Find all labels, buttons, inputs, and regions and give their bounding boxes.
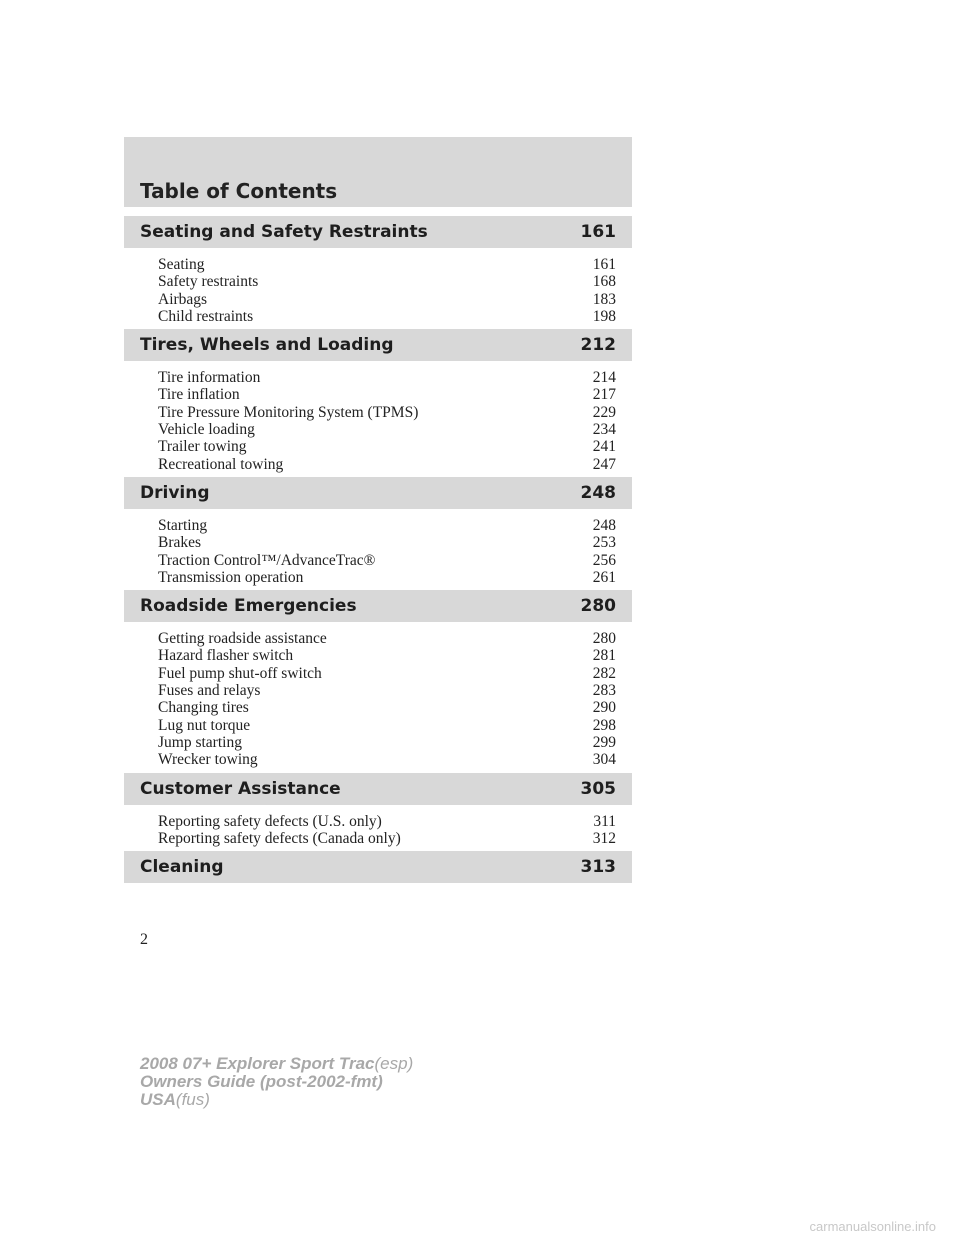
section-entries	[124, 805, 632, 852]
section-page: 212	[580, 335, 616, 356]
toc-entry[interactable]	[158, 751, 616, 768]
section-entries	[124, 248, 632, 329]
entry-page: 234	[592, 421, 616, 439]
toc-entry[interactable]	[158, 273, 616, 290]
entry-label: Hazard flasher switch	[158, 647, 294, 665]
watermark: carmanualsonline.info	[809, 1219, 936, 1234]
entry-page: 298	[592, 716, 616, 734]
toc-entry[interactable]	[158, 734, 616, 751]
toc-entry[interactable]	[158, 682, 616, 699]
footer-guide: Owners Guide (post-2002-fmt)	[140, 1072, 383, 1091]
entry-page: 214	[592, 369, 616, 387]
toc-entry[interactable]	[158, 717, 616, 734]
entry-page: 281	[592, 647, 616, 665]
toc-entry[interactable]	[158, 534, 616, 551]
section-header[interactable]	[124, 773, 632, 805]
section-entries	[124, 361, 632, 477]
entry-label: Wrecker towing	[158, 751, 258, 769]
toc-entry[interactable]	[158, 421, 616, 438]
entry-label: Reporting safety defects (Canada only)	[158, 829, 401, 847]
toc-entry[interactable]	[158, 291, 616, 308]
entry-page: 290	[592, 699, 616, 717]
entry-label: Trailer towing	[158, 438, 247, 456]
page-number: 2	[140, 931, 148, 948]
entry-page: 299	[592, 733, 616, 751]
table-of-contents	[124, 137, 632, 883]
entry-page: 282	[592, 664, 616, 682]
document-footer	[140, 1055, 413, 1109]
section-entries	[124, 509, 632, 590]
entry-page: 248	[592, 516, 616, 534]
toc-entry[interactable]	[158, 386, 616, 403]
entry-label: Seating	[158, 256, 205, 273]
section-page: 280	[580, 596, 616, 617]
footer-model: 2008 07+ Explorer Sport Trac	[140, 1054, 375, 1073]
entry-page: 229	[592, 403, 616, 421]
entry-label: Jump starting	[158, 733, 242, 751]
section-header[interactable]	[124, 590, 632, 622]
toc-entry[interactable]	[158, 630, 616, 647]
entry-page: 247	[592, 455, 616, 473]
entry-label: Changing tires	[158, 699, 249, 717]
toc-sections	[124, 216, 632, 883]
entry-page: 168	[592, 273, 616, 291]
section-page: 313	[580, 857, 616, 878]
entry-label: Transmission operation	[158, 568, 304, 586]
section-header[interactable]	[124, 216, 632, 248]
entry-label: Brakes	[158, 534, 202, 552]
entry-page: 261	[592, 568, 616, 586]
toc-header	[124, 137, 632, 216]
toc-entry[interactable]	[158, 438, 616, 455]
toc-entry[interactable]	[158, 699, 616, 716]
toc-entry[interactable]	[158, 569, 616, 586]
entry-label: Tire inflation	[158, 386, 240, 404]
entry-label: Reporting safety defects (U.S. only)	[158, 812, 382, 830]
entry-page: 304	[592, 751, 616, 769]
section-header[interactable]	[124, 329, 632, 361]
toc-entry[interactable]	[158, 517, 616, 534]
entry-page: 311	[593, 812, 616, 830]
toc-entry[interactable]	[158, 308, 616, 325]
footer-market-code: (fus)	[175, 1090, 210, 1109]
entry-label: Tire Pressure Monitoring System (TPMS)	[158, 403, 419, 421]
section-title: Cleaning	[140, 857, 224, 878]
toc-entry[interactable]	[158, 369, 616, 386]
entry-page: 217	[592, 386, 616, 404]
entry-page: 183	[592, 290, 616, 308]
toc-entry[interactable]	[158, 830, 616, 847]
toc-title: Table of Contents	[140, 179, 338, 203]
toc-entry[interactable]	[158, 813, 616, 830]
entry-page: 198	[592, 307, 616, 325]
section-title: Customer Assistance	[140, 778, 341, 799]
footer-line-3	[140, 1091, 413, 1109]
entry-page: 241	[592, 438, 616, 456]
footer-model-code: (esp)	[374, 1054, 414, 1073]
toc-entry[interactable]	[158, 404, 616, 421]
section-title: Tires, Wheels and Loading	[140, 335, 394, 356]
entry-label: Lug nut torque	[158, 716, 251, 734]
section-page: 305	[580, 778, 616, 799]
entry-page: 256	[592, 551, 616, 569]
toc-entry[interactable]	[158, 647, 616, 664]
section-entries	[124, 622, 632, 772]
toc-entry[interactable]	[158, 456, 616, 473]
entry-page: 312	[592, 829, 616, 847]
section-title: Seating and Safety Restraints	[140, 222, 428, 242]
entry-page: 161	[592, 256, 616, 273]
section-page: 248	[580, 482, 616, 503]
entry-page: 283	[592, 682, 616, 700]
entry-label: Starting	[158, 516, 208, 534]
footer-line-1	[140, 1055, 413, 1073]
entry-label: Safety restraints	[158, 273, 259, 291]
entry-label: Airbags	[158, 290, 208, 308]
entry-label: Tire information	[158, 369, 261, 387]
section-title: Roadside Emergencies	[140, 596, 357, 617]
entry-label: Fuses and relays	[158, 682, 261, 700]
toc-entry[interactable]	[158, 665, 616, 682]
footer-line-2	[140, 1073, 413, 1091]
entry-label: Traction Control™/AdvanceTrac®	[158, 551, 376, 569]
entry-label: Vehicle loading	[158, 421, 255, 439]
footer-market: USA	[140, 1090, 176, 1109]
entry-label: Child restraints	[158, 307, 254, 325]
entry-label: Recreational towing	[158, 455, 284, 473]
toc-entry[interactable]	[158, 552, 616, 569]
section-header[interactable]	[124, 477, 632, 509]
entry-label: Fuel pump shut-off switch	[158, 664, 322, 682]
section-page: 161	[580, 222, 616, 242]
toc-entry[interactable]	[158, 256, 616, 273]
entry-label: Getting roadside assistance	[158, 630, 327, 648]
entry-page: 280	[592, 630, 616, 648]
section-header[interactable]	[124, 851, 632, 883]
section-title: Driving	[140, 482, 210, 503]
entry-page: 253	[592, 534, 616, 552]
